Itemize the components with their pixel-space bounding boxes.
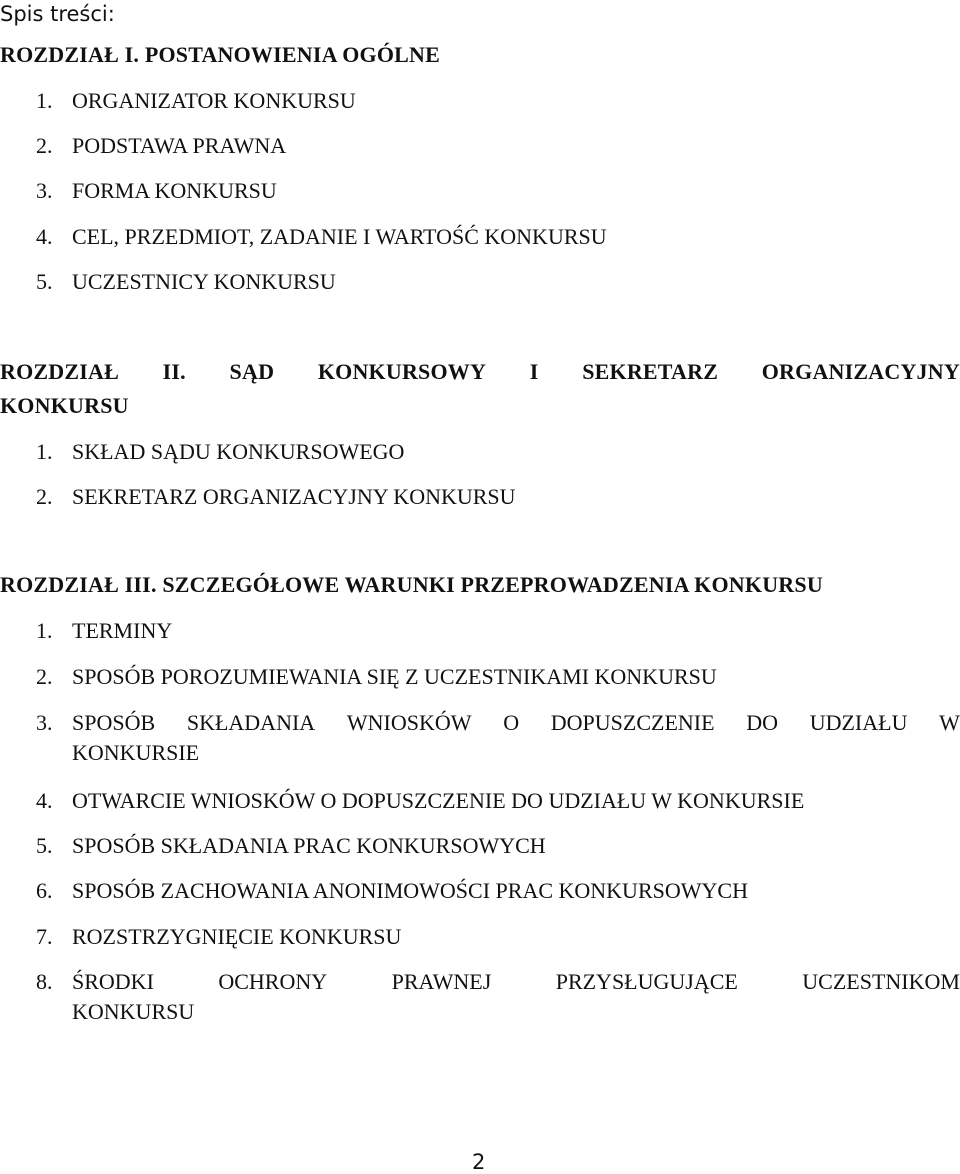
item-number: 2. xyxy=(36,664,53,689)
item-text: SPOSÓB POROZUMIEWANIA SIĘ Z UCZESTNIKAMI KONKURSU xyxy=(72,664,717,689)
chapter-heading-2 xyxy=(0,357,960,387)
item-word: SPOSÓB xyxy=(72,710,156,735)
item-number: 1. xyxy=(36,88,53,113)
item-number: 6. xyxy=(36,878,53,903)
toc-item xyxy=(36,708,960,772)
chapter-heading-2-continuation: KONKURSU xyxy=(0,393,129,418)
toc-item xyxy=(36,616,960,646)
toc-item xyxy=(36,267,960,297)
heading-word: SĄD xyxy=(229,359,275,384)
item-text: SPOSÓB SKŁADANIA PRAC KONKURSOWYCH xyxy=(72,833,546,858)
item-text: ORGANIZATOR KONKURSU xyxy=(72,88,356,113)
item-word: UDZIAŁU xyxy=(809,710,908,735)
item-text: ROZSTRZYGNIĘCIE KONKURSU xyxy=(72,924,402,949)
toc-item xyxy=(36,222,960,252)
toc-item xyxy=(36,662,960,692)
page-number: 2 xyxy=(472,1150,486,1174)
item-number: 2. xyxy=(36,133,53,158)
item-text: UCZESTNICY KONKURSU xyxy=(72,269,336,294)
item-word: PRAWNEJ xyxy=(391,969,492,994)
item-text-justified xyxy=(72,967,960,997)
item-number: 5. xyxy=(36,269,53,294)
item-text-justified xyxy=(72,708,960,738)
toc-item xyxy=(36,786,960,816)
toc-item xyxy=(36,86,960,116)
toc-item xyxy=(36,967,960,1031)
toc-item xyxy=(36,831,960,861)
item-number: 4. xyxy=(36,788,53,813)
item-number: 3. xyxy=(36,178,53,203)
item-text-continuation: KONKURSU xyxy=(72,999,195,1024)
item-text: PODSTAWA PRAWNA xyxy=(72,133,287,158)
item-word: PRZYSŁUGUJĄCE xyxy=(555,969,738,994)
chapter-heading-3: ROZDZIAŁ III. SZCZEGÓŁOWE WARUNKI PRZEPROWADZENIA KONKURSU xyxy=(0,572,823,597)
item-word: ŚRODKI xyxy=(72,969,154,994)
item-word: DO xyxy=(746,710,779,735)
item-text: SKŁAD SĄDU KONKURSOWEGO xyxy=(72,439,405,464)
heading-word: ROZDZIAŁ xyxy=(0,359,119,384)
item-number: 3. xyxy=(36,710,53,735)
item-number: 8. xyxy=(36,969,53,994)
item-word: WNIOSKÓW xyxy=(346,710,472,735)
item-text: TERMINY xyxy=(72,618,173,643)
toc-item xyxy=(36,876,960,906)
item-number: 7. xyxy=(36,924,53,949)
item-text: OTWARCIE WNIOSKÓW O DOPUSZCZENIE DO UDZIAŁU W KONKURSIE xyxy=(72,788,805,813)
toc-item xyxy=(36,482,960,512)
item-word: O xyxy=(503,710,520,735)
item-text: CEL, PRZEDMIOT, ZADANIE I WARTOŚĆ KONKURSU xyxy=(72,224,607,249)
chapter-heading-1: ROZDZIAŁ I. POSTANOWIENIA OGÓLNE xyxy=(0,42,440,67)
page-title: Spis treści: xyxy=(0,2,115,26)
item-word: DOPUSZCZENIE xyxy=(550,710,715,735)
heading-word: SEKRETARZ xyxy=(582,359,719,384)
item-word: W xyxy=(939,710,960,735)
heading-word: KONKURSOWY xyxy=(317,359,487,384)
item-number: 4. xyxy=(36,224,53,249)
heading-word: I xyxy=(529,359,539,384)
heading-word: ORGANIZACYJNY xyxy=(761,359,960,384)
item-word: OCHRONY xyxy=(218,969,328,994)
item-number: 1. xyxy=(36,439,53,464)
item-number: 5. xyxy=(36,833,53,858)
toc-item xyxy=(36,176,960,206)
heading-word: II. xyxy=(162,359,186,384)
item-text: SEKRETARZ ORGANIZACYJNY KONKURSU xyxy=(72,484,516,509)
item-word: UCZESTNIKOM xyxy=(802,969,960,994)
toc-item xyxy=(36,922,960,952)
item-word: SKŁADANIA xyxy=(186,710,316,735)
toc-item xyxy=(36,437,960,467)
item-text: SPOSÓB ZACHOWANIA ANONIMOWOŚCI PRAC KONKURSOWYCH xyxy=(72,878,748,903)
toc-item xyxy=(36,131,960,161)
item-text: FORMA KONKURSU xyxy=(72,178,277,203)
item-text-continuation: KONKURSIE xyxy=(72,740,200,765)
item-number: 1. xyxy=(36,618,53,643)
item-number: 2. xyxy=(36,484,53,509)
